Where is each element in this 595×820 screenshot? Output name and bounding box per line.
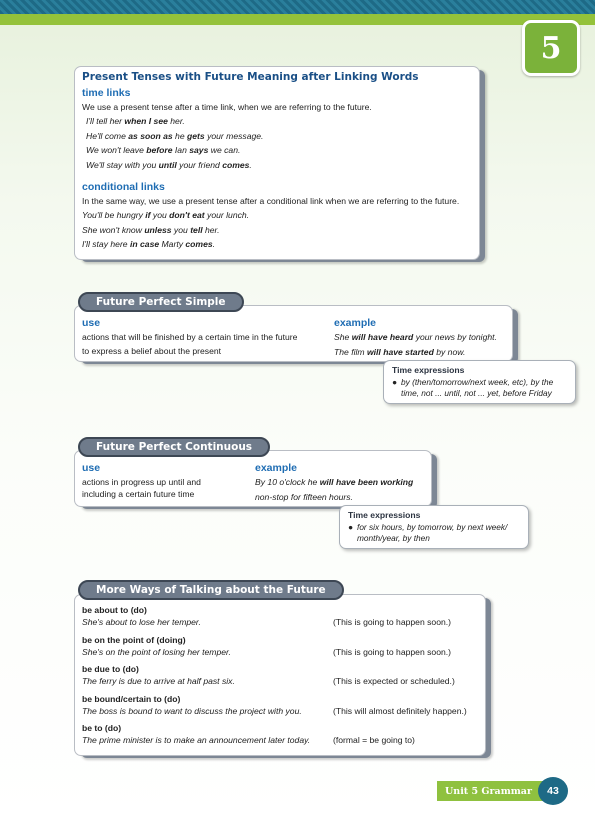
- example-sentence: [82, 208, 249, 223]
- highlighted-phrase: will have heard: [351, 332, 414, 342]
- sentence-text: I'll stay here: [82, 239, 130, 249]
- sentence-text: your message.: [204, 130, 264, 141]
- fps-use-1: actions that will be finished by a certain time in the future: [82, 332, 298, 342]
- fpc-use-2: including a certain future time: [82, 489, 195, 499]
- fpc-time-expressions-title: Time expressions: [348, 510, 421, 520]
- fpc-time-expressions: [339, 505, 529, 549]
- phrase: be due to (do): [82, 664, 139, 674]
- sentence-text: non-stop for fifteen hours.: [255, 491, 353, 502]
- conditional-links-examples: [82, 208, 249, 252]
- fps-example-heading: example: [334, 317, 377, 329]
- fps-use-2: to express a belief about the present: [82, 346, 222, 356]
- phrase-example: The prime minister is to make an announcement later today.: [82, 735, 311, 745]
- present-tenses-title: Present Tenses with Future Meaning after Linking Words: [82, 71, 419, 83]
- example-sentence: [86, 158, 263, 173]
- future-phrase-item: [82, 694, 482, 724]
- time-links-heading: time links: [82, 87, 131, 99]
- example-sentence: [255, 475, 413, 490]
- phrase-note: (This is going to happen soon.): [333, 646, 451, 657]
- phrase-example: She's on the point of losing her temper.: [82, 646, 231, 657]
- fps-examples: [334, 330, 497, 359]
- future-perfect-simple-title: Future Perfect Simple: [78, 292, 244, 312]
- highlighted-phrase: will have been working: [319, 477, 414, 487]
- sentence-text: her.: [202, 224, 220, 235]
- sentence-text: your lunch.: [204, 210, 250, 220]
- example-sentence: [86, 143, 263, 158]
- sentence-text: Marty: [159, 239, 186, 249]
- future-phrase-item: [82, 664, 482, 694]
- sentence-text: The film: [334, 346, 367, 357]
- fpc-examples: [255, 475, 413, 504]
- example-sentence: [82, 237, 249, 252]
- highlighted-phrase: comes: [185, 239, 213, 249]
- highlighted-phrase: tell: [190, 224, 203, 235]
- fps-te-line-2: time, not ... until, not ... yet, before Friday: [401, 388, 552, 398]
- sentence-text: .: [212, 239, 216, 249]
- phrase: be bound/certain to (do): [82, 693, 181, 704]
- future-perfect-continuous-box: [74, 450, 432, 507]
- example-sentence: [82, 223, 249, 238]
- footer-section: Grammar: [481, 785, 532, 797]
- phrase-example: She's about to lose her temper.: [82, 617, 201, 627]
- example-sentence: [86, 114, 263, 129]
- footer-unit: Unit 5: [445, 785, 479, 797]
- top-green-stripe: [0, 14, 595, 25]
- sentence-text: She: [334, 332, 352, 342]
- example-sentence: [86, 129, 263, 144]
- time-links-intro: We use a present tense after a time link, when we are referring to the future.: [82, 102, 372, 112]
- phrase: be on the point of (doing): [82, 634, 186, 645]
- conditional-links-intro: In the same way, we use a present tense after a conditional link when we are referring to the future.: [82, 196, 460, 206]
- fpc-use-heading: use: [82, 462, 101, 474]
- sentence-text: your news by tonight.: [413, 332, 497, 342]
- fpc-te-line-1: for six hours, by tomorrow, by next week/: [357, 522, 508, 532]
- fps-use-heading: use: [82, 317, 101, 329]
- sentence-text: We'll stay with you: [86, 159, 159, 170]
- sentence-text: you: [171, 224, 191, 235]
- future-perfect-continuous-title: Future Perfect Continuous: [78, 437, 270, 457]
- phrase-note: (formal = be going to): [333, 735, 415, 745]
- time-links-examples: [86, 114, 263, 172]
- footer-label: [437, 781, 549, 801]
- sentence-text: We won't leave: [86, 145, 147, 155]
- phrase-note: (This is going to happen soon.): [333, 617, 451, 627]
- future-perfect-simple-box: [74, 305, 513, 362]
- fps-te-line-1: by (then/tomorrow/next week, etc), by the: [401, 377, 554, 387]
- fpc-use-1: actions in progress up until and: [82, 477, 201, 487]
- highlighted-phrase: before: [146, 145, 173, 155]
- highlighted-phrase: in case: [129, 239, 160, 249]
- phrase-example: The ferry is due to arrive at half past six.: [82, 676, 235, 686]
- sentence-text: by now.: [433, 346, 466, 357]
- fpc-te-line-2: month/year, by then: [357, 533, 430, 543]
- phrase-note: (This is expected or scheduled.): [333, 676, 455, 686]
- sentence-text: we can.: [208, 145, 241, 155]
- sentence-text: her.: [167, 116, 185, 126]
- more-ways-title: More Ways of Talking about the Future: [78, 580, 344, 600]
- top-pattern-bar: [0, 0, 595, 14]
- page-number: 43: [538, 777, 568, 805]
- unit-number-tab: 5: [522, 20, 580, 76]
- sentence-text: I'll tell her: [86, 116, 125, 126]
- sentence-text: your friend: [176, 159, 223, 170]
- fpc-example-heading: example: [255, 462, 298, 474]
- highlighted-phrase: gets: [187, 130, 205, 141]
- example-sentence: [334, 330, 497, 345]
- highlighted-phrase: don't eat: [169, 210, 205, 220]
- bullet-icon: ●: [392, 377, 398, 387]
- highlighted-phrase: unless: [144, 224, 172, 235]
- highlighted-phrase: says: [189, 145, 209, 155]
- highlighted-phrase: if: [145, 210, 151, 220]
- phrase-example: The boss is bound to want to discuss the project with you.: [82, 705, 302, 716]
- conditional-links-heading: conditional links: [82, 181, 165, 193]
- sentence-text: She won't know: [82, 224, 145, 235]
- sentence-text: By 10 o'clock he: [255, 477, 320, 487]
- sentence-text: he: [172, 130, 188, 141]
- sentence-text: You'll be hungry: [82, 210, 146, 220]
- present-tenses-box: [74, 66, 480, 260]
- sentence-text: you: [150, 210, 170, 220]
- phrase: be about to (do): [82, 605, 147, 615]
- more-ways-list: [82, 605, 482, 753]
- bullet-icon: ●: [348, 522, 354, 532]
- sentence-text: He'll come: [86, 130, 129, 141]
- highlighted-phrase: as soon as: [128, 130, 173, 141]
- more-ways-box: [74, 594, 486, 756]
- example-sentence: [255, 490, 413, 505]
- highlighted-phrase: comes: [222, 159, 250, 170]
- phrase-note: (This will almost definitely happen.): [333, 705, 467, 716]
- sentence-text: .: [249, 159, 252, 170]
- future-phrase-item: [82, 635, 482, 665]
- highlighted-phrase: until: [158, 159, 177, 170]
- fps-time-expressions: [383, 360, 576, 404]
- example-sentence: [334, 345, 497, 360]
- highlighted-phrase: when I see: [124, 116, 168, 126]
- highlighted-phrase: will have started: [366, 346, 434, 357]
- future-phrase-item: [82, 605, 482, 635]
- future-phrase-item: [82, 723, 482, 753]
- sentence-text: Ian: [172, 145, 190, 155]
- fps-time-expressions-title: Time expressions: [392, 365, 465, 375]
- phrase: be to (do): [82, 723, 122, 733]
